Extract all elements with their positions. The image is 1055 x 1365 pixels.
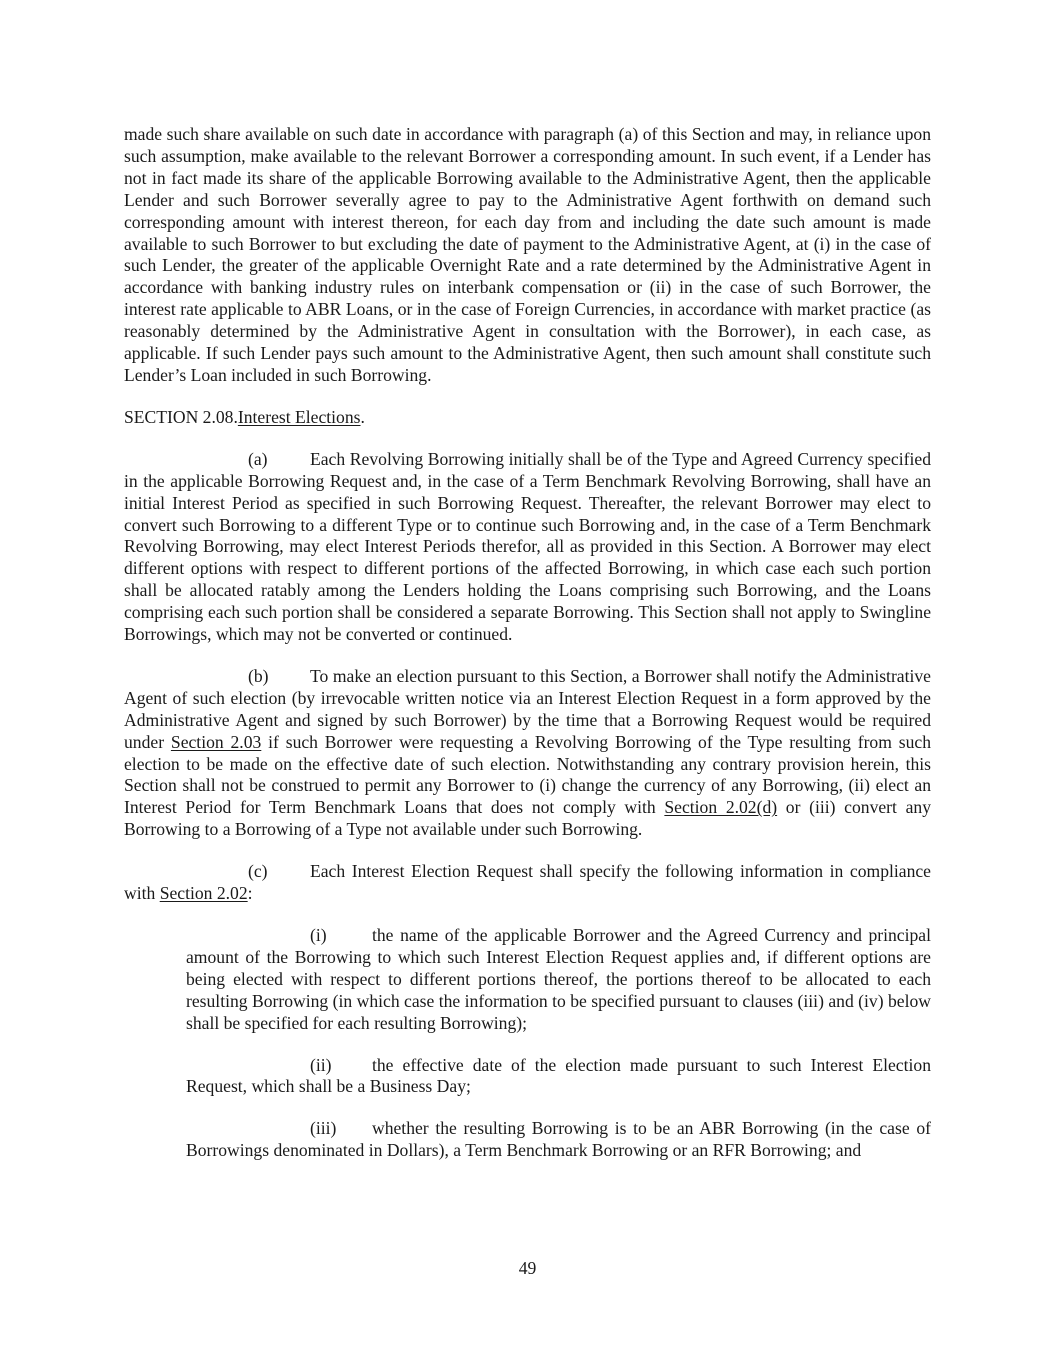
- clause-ii-label: (ii): [310, 1054, 332, 1075]
- paragraph-a-label: (a): [248, 448, 268, 469]
- clause-iii-text: whether the resulting Borrowing is to be an ABR Borrowing (in the case of Borrowings denominated in Dollars), a Term Benchmark Borrowing or an RFR Borrowing; and: [186, 1118, 931, 1161]
- clause-ii: [186, 1055, 931, 1099]
- page-number: 49: [518, 1258, 537, 1278]
- paragraph-b: [124, 666, 931, 841]
- section-2-03-reference: Section 2.03: [170, 731, 262, 752]
- section-title: Interest Elections: [237, 406, 361, 427]
- paragraph-c: [124, 861, 931, 905]
- paragraph-c-label: (c): [248, 861, 268, 882]
- section-title-period: .: [360, 406, 365, 427]
- paragraph-c-text-1: Each Interest Election Request shall specify the following information in compliance with: [124, 861, 931, 904]
- paragraph-c-text-2: :: [247, 883, 253, 904]
- document-page: [124, 124, 931, 1162]
- paragraph-a-text: Each Revolving Borrowing initially shall be of the Type and Agreed Currency specified in the applicable Borrowing Request and, in the case of a Term Benchmark Revolving Borrowing, shall have an initial Interest Period as specified in such Borrowing Request. Thereafter, the relevant Borrower may elect to convert such Borrowing to a different Type or to continue such Borrowing and, in the case of a Term Benchmark Revolving Borrowing, may elect Interest Periods therefor, all as provided in this Section. A Borrower may elect different options with respect to different portions of the affected Borrowing, in which case each such portion shall be allocated ratably among the Lenders holding the Loans comprising such Borrowing, and the Loans comprising each such portion shall be considered a separate Borrowing. This Section shall not apply to Swingline Borrowings, which may not be converted or continued.: [124, 448, 931, 645]
- clause-i-text: the name of the applicable Borrower and the Agreed Currency and principal amount of the Borrowing to which such Interest Election Request applies and, if different options are being elected with respect to different portions thereof, the portions thereof to be allocated to each resulting Borrowing (in which case the information to be specified pursuant to clauses (iii) and (iv) below shall be specified for each resulting Borrowing);: [186, 925, 931, 1033]
- section-2-02-reference: Section 2.02: [159, 883, 248, 904]
- section-heading: [124, 407, 931, 429]
- section-2-02d-reference: Section 2.02(d): [664, 797, 778, 818]
- paragraph-b-text-1: To make an election pursuant to this Section, a Borrower shall notify the Administrative Agent of such election (by irrevocable written notice via an Interest Election Request in a form approved by the Administrative Agent and signed by such Borrower) by the time that a Borrowing Request would be required under: [124, 665, 931, 752]
- clause-i-label: (i): [310, 925, 327, 945]
- paragraph-b-text-3: or (iii) convert any Borrowing to a Borrowing of a Type not available under such Borrowing.: [124, 797, 931, 840]
- clause-i: [186, 925, 931, 1035]
- continuation-paragraph: made such share available on such date in accordance with paragraph (a) of this Section and may, in reliance upon such assumption, make available to the relevant Borrower a corresponding amount. In such event, if a Lender has not in fact made its share of the applicable Borrowing available to the Administrative Agent, then the applicable Lender and such Borrower severally agree to pay to the Administrative Agent forthwith on demand such corresponding amount with interest thereon, for each day from and including the date such amount is made available to such Borrower to but excluding the date of payment to the Administrative Agent, at (i) in the case of such Lender, the greater of the applicable Overnight Rate and a rate determined by the Administrative Agent in accordance with banking industry rules on interbank compensation or (ii) in the case of such Borrower, the interest rate applicable to ABR Loans, or in the case of Foreign Currencies, in accordance with market practice (as reasonably determined by the Administrative Agent in consultation with the Borrower), in each case, as applicable. If such Lender pays such amount to the Administrative Agent, then such amount shall constitute such Lender’s Loan included in such Borrowing.: [124, 124, 931, 385]
- clause-ii-text: the effective date of the election made pursuant to such Interest Election Request, which shall be a Business Day;: [186, 1054, 931, 1097]
- clause-iii-label: (iii): [310, 1118, 337, 1139]
- paragraph-b-text-2: if such Borrower were requesting a Revolving Borrowing of the Type resulting from such election to be made on the effective date of such election. Notwithstanding any contrary provision herein, this Section shall not be construed to permit any Borrower to (i) change the currency of any Borrowing, (ii) elect an Interest Period for Term Benchmark Loans that does not comply with: [124, 731, 931, 818]
- section-number: SECTION 2.08.: [124, 406, 238, 427]
- clause-iii: [186, 1118, 931, 1162]
- paragraph-b-label: (b): [248, 665, 269, 686]
- paragraph-a: [124, 449, 931, 646]
